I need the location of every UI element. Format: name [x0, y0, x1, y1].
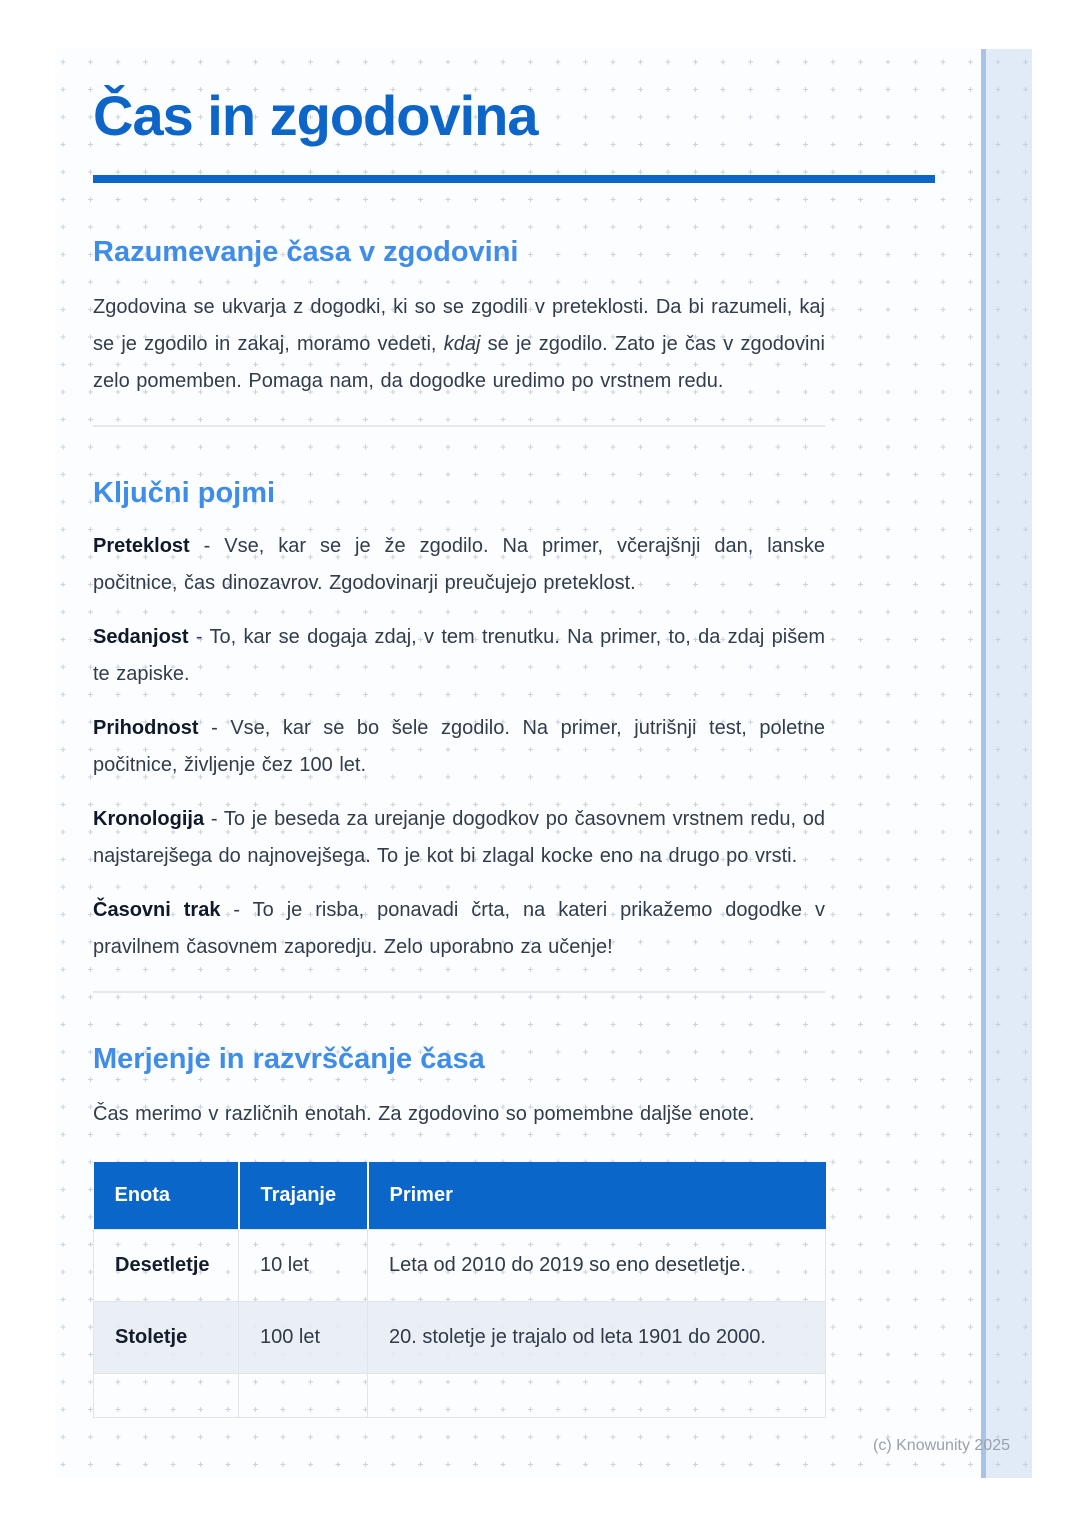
- intro-paragraph: [93, 289, 825, 400]
- document-content: [93, 85, 825, 1418]
- definition-sedanjost: [93, 619, 825, 693]
- section-divider: [93, 425, 825, 427]
- term-label: Kronologija: [93, 808, 205, 830]
- definition-kronologija: [93, 801, 825, 875]
- intro-paragraph-post: se je zgodilo. Zato je čas v zgodovini zelo pomemben. Pomaga nam, da dogodke uredimo po vrstnem redu.: [93, 333, 825, 392]
- term-label: Časovni trak: [93, 899, 221, 921]
- term-separator: -: [210, 808, 218, 830]
- section-divider: [93, 991, 825, 993]
- example-cell: [368, 1374, 826, 1418]
- table-header-row: [94, 1162, 826, 1230]
- table-row-partial-cutoff: [94, 1374, 826, 1418]
- time-units-table: [93, 1162, 826, 1418]
- definition-casovni-trak: [93, 892, 825, 966]
- section-heading-key-terms: Ključni pojmi: [93, 477, 276, 509]
- term-description: To je risba, ponavadi črta, na kateri prikažemo dogodke v pravilnem časovnem zaporedju. Zelo uporabno za učenje!: [93, 899, 825, 958]
- term-separator: -: [233, 899, 241, 921]
- definition-preteklost: [93, 528, 825, 602]
- title-rule: [93, 175, 935, 183]
- term-separator: -: [211, 717, 218, 739]
- note-page: [55, 49, 1032, 1478]
- copyright-watermark: (c) Knowunity 2025: [873, 1437, 1010, 1454]
- term-description: Vse, kar se bo šele zgodilo. Na primer, jutrišnji test, poletne počitnice, življenje čez 100 let.: [93, 717, 826, 776]
- duration-cell: 10 let: [239, 1230, 368, 1302]
- intro-paragraph-pre: Zgodovina se ukvarja z dogodki, ki so se zgodili v preteklosti. Da bi razumeli, kaj se je zgodilo in zakaj, moramo vedeti,: [93, 296, 825, 355]
- table-row: [94, 1230, 826, 1302]
- duration-cell: [239, 1374, 368, 1418]
- section-heading-understanding-time: Razumevanje časa v zgodovini: [93, 236, 519, 268]
- term-label: Preteklost: [93, 535, 190, 557]
- term-description: To, kar se dogaja zdaj, v tem trenutku. Na primer, to, da zdaj pišem te zapiske.: [93, 626, 825, 685]
- unit-cell: Desetletje: [94, 1230, 239, 1302]
- term-separator: -: [203, 535, 211, 557]
- term-separator: -: [195, 626, 203, 648]
- table-row: [94, 1302, 826, 1374]
- page-title: Čas in zgodovina: [93, 84, 538, 147]
- term-label: Sedanjost: [93, 626, 189, 648]
- example-cell: Leta od 2010 do 2019 so eno desetletje.: [368, 1230, 826, 1302]
- unit-cell: [94, 1374, 239, 1418]
- duration-cell: 100 let: [239, 1302, 368, 1374]
- definition-prihodnost: [93, 710, 825, 784]
- term-description: To je beseda za urejanje dogodkov po časovnem vrstnem redu, od najstarejšega do najnovejšega. To je kot bi zlagal kocke eno na drugo po vrsti.: [93, 808, 826, 867]
- measuring-intro-paragraph: Čas merimo v različnih enotah. Za zgodovino so pomembne daljše enote.: [93, 1103, 755, 1125]
- unit-cell: Stoletje: [94, 1302, 239, 1374]
- term-label: Prihodnost: [93, 717, 199, 739]
- term-description: Vse, kar se je že zgodilo. Na primer, včerajšnji dan, lanske počitnice, čas dinozavrov. Zgodovinarji preučujejo preteklost.: [93, 535, 826, 594]
- example-cell: 20. stoletje je trajalo od leta 1901 do 2000.: [368, 1302, 826, 1374]
- column-header-unit: Enota: [94, 1162, 239, 1230]
- section-heading-measuring-time: Merjenje in razvrščanje časa: [93, 1043, 485, 1075]
- column-header-duration: Trajanje: [239, 1162, 368, 1230]
- intro-paragraph-italic-word: kdaj: [443, 333, 481, 355]
- column-header-example: Primer: [368, 1162, 826, 1230]
